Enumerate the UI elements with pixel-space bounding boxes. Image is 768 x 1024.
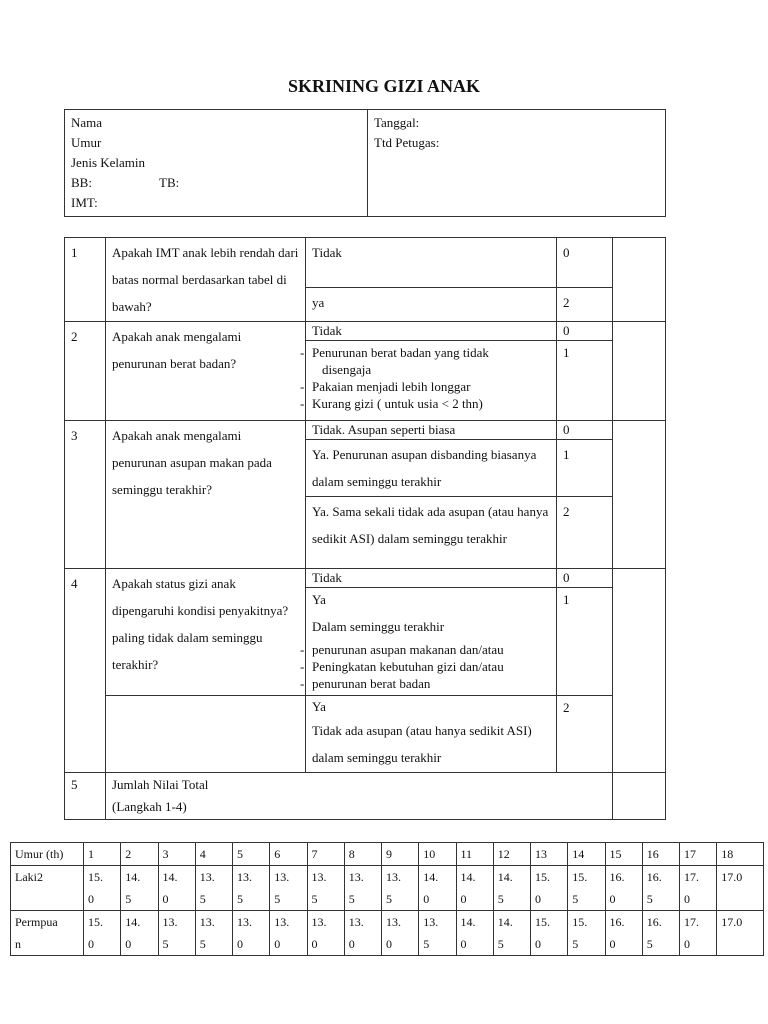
laki-value-cont: 0 — [419, 888, 456, 911]
q3-total-cell — [613, 421, 666, 569]
q4-ya-label: Ya — [312, 592, 326, 607]
laki-value: 14. — [493, 866, 530, 889]
q4-empty-question — [106, 696, 306, 773]
q5-label-line2: (Langkah 1-4) — [112, 799, 187, 814]
q2-option-2: Pakaian menjadi lebih longgar — [312, 379, 471, 394]
perempuan-value: 16. — [642, 911, 679, 934]
tb-label: TB: — [159, 175, 180, 190]
perempuan-value-cont: 0 — [382, 933, 419, 956]
laki-value-cont: 0 — [158, 888, 195, 911]
q5-total-cell — [613, 773, 666, 820]
q4-answer-ya-tidak-ada — [306, 696, 557, 773]
perempuan-value-cont: 0 — [680, 933, 717, 956]
umur-header-cell: 8 — [344, 843, 381, 866]
perempuan-value: 17. — [680, 911, 717, 934]
perempuan-value-cont: 0 — [233, 933, 270, 956]
q1-number: 1 — [65, 238, 106, 322]
q2-number: 2 — [65, 322, 106, 421]
perempuan-value: 16. — [605, 911, 642, 934]
perempuan-value: 13. — [233, 911, 270, 934]
q4-option-1: penurunan asupan makanan dan/atau — [312, 642, 504, 657]
jenis-kelamin-label: Jenis Kelamin — [71, 155, 146, 170]
umur-header-cell: 1 — [84, 843, 121, 866]
laki-value: 13. — [307, 866, 344, 889]
perempuan-value-cont: 0 — [344, 933, 381, 956]
umur-header-cell: 11 — [456, 843, 493, 866]
perempuan-value: 17.0 — [717, 911, 764, 934]
laki-value: 14. — [419, 866, 456, 889]
q3-score-tidak: 0 — [557, 421, 613, 440]
q1-total-cell — [613, 238, 666, 322]
q2-score-tidak: 0 — [557, 322, 613, 341]
q4-score-ya: 1 — [557, 588, 613, 696]
perempuan-value: 15. — [568, 911, 605, 934]
laki-value: 16. — [642, 866, 679, 889]
umur-header-cell: 14 — [568, 843, 605, 866]
q4-score-ya-tidak-ada: 2 — [557, 696, 613, 773]
bb-label: BB: — [71, 175, 92, 190]
perempuan-value: 14. — [121, 911, 158, 934]
q4-option-3: penurunan berat badan — [312, 676, 431, 691]
q3-answer-tidak: Tidak. Asupan seperti biasa — [306, 421, 557, 440]
q4-answer-tidak: Tidak — [306, 569, 557, 588]
perempuan-label-cont: n — [11, 933, 84, 956]
perempuan-value-cont: 5 — [419, 933, 456, 956]
laki-value-cont: 5 — [270, 888, 307, 911]
perempuan-value-cont: 0 — [121, 933, 158, 956]
q2-question: Apakah anak mengalami penurunan berat badan? — [106, 322, 306, 421]
q4-ya-sub: Dalam seminggu terakhir — [312, 619, 445, 634]
laki-value-cont — [717, 888, 764, 911]
laki-value: 15. — [531, 866, 568, 889]
umur-header-cell: 15 — [605, 843, 642, 866]
q4-number: 4 — [65, 569, 106, 773]
umur-header-cell: 9 — [382, 843, 419, 866]
umur-label: Umur — [71, 135, 102, 150]
ttd-petugas-label: Ttd Petugas: — [374, 135, 440, 150]
laki-value-cont: 5 — [195, 888, 232, 911]
q2-answer-ya: - Penurunan berat badan yang tidak disengaja - Pakaian menjadi lebih longgar - Kurang gizi ( untuk usia < 2 thn) — [306, 341, 557, 421]
laki-value: 14. — [456, 866, 493, 889]
perempuan-value-cont: 0 — [307, 933, 344, 956]
perempuan-value: 14. — [493, 911, 530, 934]
laki-value: 17. — [680, 866, 717, 889]
q4-ya2-label: Ya — [312, 699, 326, 714]
perempuan-value: 15. — [531, 911, 568, 934]
q3-score-ya-penurunan: 1 — [557, 440, 613, 497]
q1-score-tidak: 0 — [557, 238, 613, 288]
laki-value-cont: 0 — [531, 888, 568, 911]
identity-table — [64, 109, 666, 217]
umur-header-label: Umur (th) — [11, 843, 84, 866]
perempuan-value: 13. — [270, 911, 307, 934]
q5-number: 5 — [65, 773, 106, 820]
q4-ya2-text: Tidak ada asupan (atau hanya sedikit ASI) dalam seminggu terakhir — [312, 723, 532, 765]
umur-header-cell: 6 — [270, 843, 307, 866]
identity-left-cell — [65, 110, 368, 217]
q4-total-cell — [613, 569, 666, 773]
perempuan-value: 13. — [307, 911, 344, 934]
laki-value-cont: 5 — [642, 888, 679, 911]
q5-label — [106, 773, 613, 820]
q4-score-tidak: 0 — [557, 569, 613, 588]
q3-answer-ya-penurunan: Ya. Penurunan asupan disbanding biasanya dalam seminggu terakhir — [306, 440, 557, 497]
perempuan-value: 13. — [419, 911, 456, 934]
q1-score-ya: 2 — [557, 287, 613, 321]
laki-value: 13. — [233, 866, 270, 889]
perempuan-value-cont: 5 — [642, 933, 679, 956]
q2-option-1-cont: disengaja — [322, 362, 372, 377]
q2-score-ya: 1 — [557, 341, 613, 421]
q3-score-ya-tidak-ada: 2 — [557, 497, 613, 569]
laki-value: 15. — [84, 866, 121, 889]
nama-label: Nama — [71, 115, 103, 130]
perempuan-value: 13. — [158, 911, 195, 934]
umur-header-row — [11, 843, 764, 866]
umur-header-cell: 5 — [233, 843, 270, 866]
laki-value-cont: 5 — [233, 888, 270, 911]
perempuan-value: 13. — [195, 911, 232, 934]
laki-value-cont: 5 — [493, 888, 530, 911]
perempuan-label: Permpua — [11, 911, 84, 934]
laki-label: Laki2 — [11, 866, 84, 889]
perempuan-value: 14. — [456, 911, 493, 934]
q4-answer-ya: Ya Dalam seminggu terakhir - penurunan asupan makanan dan/atau - Peningkatan kebutuhan gizi dan/atau - penurunan berat badan — [306, 588, 557, 696]
laki-value: 17.0 — [717, 866, 764, 889]
perempuan-value-cont: 5 — [568, 933, 605, 956]
laki-value-cont: 0 — [84, 888, 121, 911]
perempuan-value: 13. — [344, 911, 381, 934]
perempuan-row-cont — [11, 933, 764, 956]
q4-option-2: Peningkatan kebutuhan gizi dan/atau — [312, 659, 504, 674]
umur-header-cell: 2 — [121, 843, 158, 866]
perempuan-value: 13. — [382, 911, 419, 934]
laki-value: 13. — [382, 866, 419, 889]
laki-value-cont: 5 — [121, 888, 158, 911]
umur-reference-table — [10, 842, 764, 956]
laki-value-cont: 5 — [382, 888, 419, 911]
laki-value: 15. — [568, 866, 605, 889]
q2-option-1: Penurunan berat badan yang tidak — [312, 345, 489, 360]
laki-value: 14. — [121, 866, 158, 889]
perempuan-value-cont: 5 — [493, 933, 530, 956]
perempuan-value-cont: 5 — [158, 933, 195, 956]
umur-header-cell: 7 — [307, 843, 344, 866]
umur-header-cell: 17 — [680, 843, 717, 866]
perempuan-value-cont: 0 — [605, 933, 642, 956]
perempuan-value-cont: 0 — [531, 933, 568, 956]
q3-number: 3 — [65, 421, 106, 569]
laki-value: 16. — [605, 866, 642, 889]
perempuan-value-cont — [717, 933, 764, 956]
laki-value-cont: 0 — [680, 888, 717, 911]
umur-header-cell: 12 — [493, 843, 530, 866]
laki-value: 13. — [344, 866, 381, 889]
screening-table — [64, 237, 666, 820]
laki-value-cont: 5 — [307, 888, 344, 911]
identity-right-cell — [368, 110, 666, 217]
umur-header-cell: 10 — [419, 843, 456, 866]
q2-answer-tidak: Tidak — [306, 322, 557, 341]
laki-value-cont: 5 — [344, 888, 381, 911]
laki-value-cont: 0 — [605, 888, 642, 911]
page-title: SKRINING GIZI ANAK — [287, 76, 481, 96]
umur-header-cell: 13 — [531, 843, 568, 866]
q1-question: Apakah IMT anak lebih rendah dari batas normal berdasarkan tabel di bawah? — [106, 238, 306, 322]
umur-header-cell: 4 — [195, 843, 232, 866]
q2-total-cell — [613, 322, 666, 421]
q3-question: Apakah anak mengalami penurunan asupan makan pada seminggu terakhir? — [106, 421, 306, 569]
perempuan-value-cont: 5 — [195, 933, 232, 956]
q4-question: Apakah status gizi anak dipengaruhi kondisi penyakitnya? paling tidak dalam seminggu terakhir? — [106, 569, 306, 696]
umur-header-cell: 18 — [717, 843, 764, 866]
laki-row — [11, 866, 764, 889]
perempuan-value-cont: 0 — [456, 933, 493, 956]
laki-value: 13. — [195, 866, 232, 889]
q3-answer-ya-tidak-ada: Ya. Sama sekali tidak ada asupan (atau hanya sedikit ASI) dalam seminggu terakhir — [306, 497, 557, 569]
perempuan-row — [11, 911, 764, 934]
laki-value-cont: 0 — [456, 888, 493, 911]
perempuan-value-cont: 0 — [270, 933, 307, 956]
perempuan-value-cont: 0 — [84, 933, 121, 956]
laki-value: 14. — [158, 866, 195, 889]
laki-value-cont: 5 — [568, 888, 605, 911]
umur-header-cell: 16 — [642, 843, 679, 866]
laki-row-cont — [11, 888, 764, 911]
imt-label: IMT: — [71, 195, 98, 210]
q1-answer-ya: ya — [306, 287, 557, 321]
q2-option-3: Kurang gizi ( untuk usia < 2 thn) — [312, 396, 483, 411]
laki-label-cont — [11, 888, 84, 911]
q5-label-line1: Jumlah Nilai Total — [112, 777, 209, 792]
perempuan-value: 15. — [84, 911, 121, 934]
tanggal-label: Tanggal: — [374, 115, 420, 130]
laki-value: 13. — [270, 866, 307, 889]
q1-answer-tidak: Tidak — [306, 238, 557, 288]
umur-header-cell: 3 — [158, 843, 195, 866]
